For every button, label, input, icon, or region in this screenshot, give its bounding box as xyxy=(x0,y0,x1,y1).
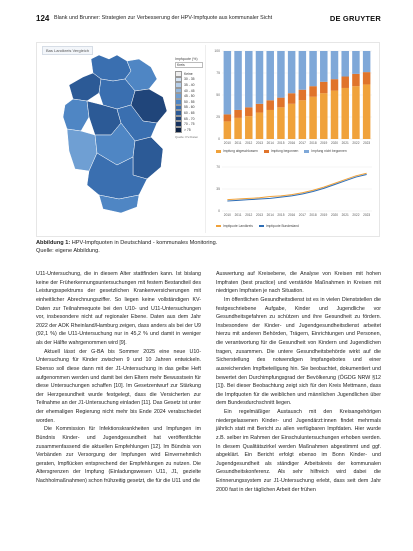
y-tick-label: 35 xyxy=(216,187,220,192)
bar-impfung-begonnen xyxy=(277,98,285,108)
x-tick-label: 2022 xyxy=(352,213,360,217)
caption-label: Abbildung 1: xyxy=(36,240,71,246)
x-tick-label: 2017 xyxy=(298,213,306,217)
x-tick-label: 2019 xyxy=(320,213,328,217)
y-tick-label: 0 xyxy=(218,137,220,142)
legend-label: 65 - 70 xyxy=(184,116,195,121)
x-tick-label: 2015 xyxy=(277,213,285,217)
y-tick-label: 0 xyxy=(218,209,220,214)
x-tick-label: 2019 xyxy=(320,141,328,145)
x-tick-label: 2016 xyxy=(288,141,296,145)
line-chart-legend xyxy=(216,224,376,228)
y-tick-label: 25 xyxy=(216,115,220,120)
bar-impfung-nicht-begonnen xyxy=(224,51,232,114)
x-tick-label: 2013 xyxy=(255,213,264,217)
bar-impfung-nicht-begonnen xyxy=(320,51,328,82)
right-paragraph-2: Im öffentlichen Gesundheitsdienst ist es in vielen Dienststellen die festgeschriebene Aufgabe, Kinder und Jugendliche vor Gesundheitsgefahren zu schützen und ihre Gesundheit zu fördern. Insbesondere der Kinder- und Jugendgesundheitsdienst arbeitet hierzu mit anderen Behörden, Trägern, Einrichtungen und Personen, die verantwortung für die Gesundheit von Kindern und Jugendlichen tragen, zusammen. Die untere Gesundheitsbehörde wirkt auf die Sicherstellung des notwendigen Impfangebotes und einer ausreichenden Impfbeteiligung hin. Sie beobachtet, dokumentiert und bewertet den Durchimpfungsgrad der Bevölkerung (ÖGDG NRW §12 [1]). Bei dieser Beobachtung zeigt sich für den Kreis Mettmann, dass die Impfquoten für die weiblichen und männlichen Jugendlichen über dem Bundesdurchschnitt liegen. xyxy=(216,296,381,407)
legend-label: 45 - 50 xyxy=(184,94,195,99)
x-tick-label: 2012 xyxy=(245,141,253,145)
x-tick-label: 2010 xyxy=(223,213,231,217)
bar-impfung-begonnen xyxy=(234,110,242,118)
legend-label: 60 - 65 xyxy=(184,110,195,115)
bar-impfung-abgeschlossen xyxy=(245,116,253,139)
legend-label: 50 - 55 xyxy=(184,99,195,104)
x-tick-label: 2023 xyxy=(363,141,371,145)
figure-dashboard xyxy=(36,42,380,237)
right-text-column xyxy=(216,270,381,494)
legend-swatch xyxy=(175,127,182,133)
line-impfquote-bundesland xyxy=(227,175,366,201)
x-tick-label: 2015 xyxy=(277,141,285,145)
legend-label: Keine xyxy=(184,71,193,76)
bar-impfung-nicht-begonnen xyxy=(363,51,371,72)
bar-impfung-nicht-begonnen xyxy=(309,51,317,86)
legend-swatch xyxy=(216,225,221,227)
x-tick-label: 2021 xyxy=(341,141,349,145)
legend-swatch xyxy=(216,150,221,153)
bar-impfung-nicht-begonnen xyxy=(331,51,339,79)
x-tick-label: 2017 xyxy=(298,141,306,145)
bar-impfung-begonnen xyxy=(266,100,274,110)
x-tick-label: 2021 xyxy=(341,213,349,217)
y-tick-label: 50 xyxy=(216,93,220,98)
bar-impfung-abgeschlossen xyxy=(309,97,317,139)
legend-label: 35 - 40 xyxy=(184,82,195,87)
caption-text: HPV-Impfquoten in Deutschland - kommunales Monitoring. xyxy=(71,240,218,246)
legend-label: > 75 xyxy=(184,127,191,132)
bar-impfung-abgeschlossen xyxy=(256,113,264,139)
legend-label: 30 - 35 xyxy=(184,77,195,82)
bar-impfung-nicht-begonnen xyxy=(245,51,253,107)
bar-impfung-abgeschlossen xyxy=(288,104,296,139)
legend-label: Impfung begonnen xyxy=(270,149,299,153)
figure-caption xyxy=(36,239,381,255)
bar-impfung-begonnen xyxy=(341,77,349,88)
bar-impfung-abgeschlossen xyxy=(363,84,371,139)
bar-impfung-begonnen xyxy=(320,82,328,93)
bar-impfung-abgeschlossen xyxy=(299,100,307,139)
map-panel xyxy=(39,45,206,233)
legend-label: Impfung nicht begonnen xyxy=(311,149,347,153)
bar-impfung-begonnen xyxy=(352,74,360,86)
bar-impfung-nicht-begonnen xyxy=(288,51,296,93)
left-paragraph-1: U11-Untersuchung, die in diesem Alter stattfinden kann. Ist bislang keine der Früherkennungsuntersuchungen mit festem Bestandteil des Leistungsspektrums der gesetzlichen Krankenversicherungen mit einheitlicher Abrechnungsziffer. So liegen keine vollständigen KV-Daten zur Teilnahmequote bei den U10- und U11-Untersuchungen vor, insbesondere nicht auf regionaler Ebene. Daten aus dem Jahr 2022 der AOK Rheinland/Hamburg zeigen, dass anders als bei der U9 (92,1 %) die U11-Untersuchung nur in 45,2 % und damit in weniger als der Hälfte wahrgenommen wird [9]. xyxy=(36,271,201,346)
legend-label: 55 - 60 xyxy=(184,105,195,110)
map-legend-entry xyxy=(175,127,203,133)
x-tick-label: 2014 xyxy=(266,213,274,217)
map-region-southeast xyxy=(133,137,163,179)
page-header xyxy=(36,14,381,26)
bar-impfung-nicht-begonnen xyxy=(299,51,307,90)
bar-impfung-begonnen xyxy=(331,79,339,90)
left-paragraph-3: Die Kommission für Infektionskrankheiten und Impfungen im Bündnis Kinder- und Jugendgesundheit hat veröffentlichte zusammenfassend die aktuellen Empfehlungen [12]. Im Bündnis von Verbänden zur Versorgung der Impfungen wird Einvernehmlich geraten, Impflücken entsprechend der Empfehlungen zu nutzen. Die Altersgrenzen der Impfung (Einladungswesen U11, J1, gezielte Nachholmaßnahmen) schon frühzeitig gesetzt, die für die U11 und die xyxy=(36,426,201,484)
legend-swatch xyxy=(304,150,309,153)
map-legend-source: Quelle: KV-Daten xyxy=(175,134,199,139)
bar-impfung-begonnen xyxy=(299,90,307,101)
bar-impfung-abgeschlossen xyxy=(341,88,349,139)
x-tick-label: 2010 xyxy=(223,141,231,145)
legend-swatch xyxy=(259,225,264,227)
bar-impfung-nicht-begonnen xyxy=(256,51,264,104)
caption-source: Quelle: eigene Abbildung. xyxy=(36,248,100,254)
legend-label: Impfquote Bundesland xyxy=(265,224,299,228)
x-tick-label: 2013 xyxy=(255,141,264,145)
map-legend-select[interactable]: Kreis xyxy=(175,62,203,68)
right-paragraph-1: Auswertung auf Kreisebene, die Analyse von Kreisen mit hohen Impfraten (best practice) und verstärkte Maßnahmen in Kreisen mit niedrigen Impfraten je nach Situation. xyxy=(216,271,381,295)
bar-impfung-nicht-begonnen xyxy=(352,51,360,74)
bar-impfung-nicht-begonnen xyxy=(277,51,285,98)
right-paragraph-3: Ein regelmäßiger Austausch mit den Kreisangehörigen niedergelassenen Kinder- und Jugendärzt:innen findet mehrmals jährlich statt mit Bericht zu allen verfügbaren Impfdaten. Hier wurde z.B. selber im Rahmen der Einschuluntersuchungen erhoben werden. In diesem Qualitätszirkel werden Maßnahmen abgestimmt und ggf. abgeklärt. Ein Bericht erfolgt ebenso im Bonn Kinder- und Jugendgesundheit als ständiger Arbeitskreis der kommunalen Gesundheitskonferenz. Als sehr hilfreich wird dabei die Erinnerungssystem zur J1-Untersuchung erlebt, dass seit dem Jahr 2000 fast in der täglichen Arbeit der frühen xyxy=(216,409,381,493)
bar-impfung-nicht-begonnen xyxy=(341,51,349,77)
left-paragraph-2: Aktuell lässt der G-BA bis Sommer 2025 eine neue U10-Untersuchung für Kinder zwischen 9 und 10 Jahren entwickeln. Ebenso soll diese dann mit der J1-Untersuchung in das gelbe Heft aufgenommen werden und damit bei den Eltern mehr Bewusstsein für diese Untersuchungen schaffen [10]. Im Gesetzentwurf zur Stärkung der Herzgesundheit wurde festgelegt, dass die Versicherten zur Teilnahme an der J1-Untersuchung einladen [11]. Das Gesetz ist unter der ehemaligen Regierung nicht mehr bis Ende 2024 verabschiedet worden. xyxy=(36,348,201,424)
running-title: Blank und Brunner: Strategien zur Verbesserung der HPV-Impfquote aus kommunaler Sicht xyxy=(54,15,273,21)
bar-legend-entry xyxy=(304,149,346,153)
x-tick-label: 2014 xyxy=(266,141,274,145)
y-tick-label: 100 xyxy=(214,49,220,54)
bar-impfung-abgeschlossen xyxy=(224,121,232,139)
bar-impfung-abgeschlossen xyxy=(331,91,339,139)
y-tick-label: 70 xyxy=(216,165,220,170)
legend-label: Impfquote Landkreis xyxy=(223,224,253,228)
bar-chart-panel xyxy=(208,45,376,161)
left-text-column xyxy=(36,270,201,486)
x-tick-label: 2020 xyxy=(330,141,339,145)
legend-label: Impfung abgeschlossen xyxy=(223,149,258,153)
y-tick-label: 75 xyxy=(216,71,220,76)
line-impfquote-landkreis xyxy=(227,173,366,199)
x-tick-label: 2022 xyxy=(352,141,360,145)
bar-legend-entry xyxy=(264,149,299,153)
bar-impfung-begonnen xyxy=(309,86,317,97)
map-region-northwest xyxy=(69,73,101,101)
bar-impfung-abgeschlossen xyxy=(266,110,274,139)
legend-label: 40 - 45 xyxy=(184,88,195,93)
x-tick-label: 2012 xyxy=(245,213,253,217)
line-chart-panel xyxy=(208,163,376,233)
legend-label: 70 - 75 xyxy=(184,122,195,127)
bar-impfung-begonnen xyxy=(245,107,253,116)
bar-impfung-begonnen xyxy=(288,93,296,104)
map-title-button[interactable]: Bas Landkreis Vergleich xyxy=(42,46,93,55)
map-legend-title: Impfquote (%) xyxy=(175,57,198,61)
x-tick-label: 2011 xyxy=(234,213,242,217)
x-tick-label: 2018 xyxy=(309,141,317,145)
bar-impfung-begonnen xyxy=(363,72,371,84)
publisher-logo: DE GRUYTER xyxy=(329,14,381,23)
map-legend-rows xyxy=(175,71,203,133)
x-tick-label: 2023 xyxy=(363,213,371,217)
x-tick-label: 2020 xyxy=(330,213,339,217)
bar-impfung-abgeschlossen xyxy=(352,86,360,139)
x-tick-label: 2011 xyxy=(234,141,242,145)
bar-impfung-begonnen xyxy=(256,104,264,113)
map-legend xyxy=(175,57,203,139)
bar-impfung-abgeschlossen xyxy=(234,118,242,139)
bar-impfung-nicht-begonnen xyxy=(266,51,274,100)
x-tick-label: 2016 xyxy=(288,213,296,217)
bar-chart-legend xyxy=(216,149,376,153)
bar-chart xyxy=(208,45,376,161)
line-chart xyxy=(208,163,376,233)
bar-legend-entry xyxy=(216,149,258,153)
bar-impfung-nicht-begonnen xyxy=(234,51,242,110)
x-tick-label: 2018 xyxy=(309,213,317,217)
legend-swatch xyxy=(264,150,269,153)
map-region-west xyxy=(63,99,89,131)
page-number: 124 xyxy=(36,14,50,23)
bar-impfung-begonnen xyxy=(224,114,232,121)
line-legend-entry xyxy=(259,224,299,228)
line-legend-entry xyxy=(216,224,253,228)
bar-impfung-abgeschlossen xyxy=(320,93,328,139)
bar-impfung-abgeschlossen xyxy=(277,107,285,139)
